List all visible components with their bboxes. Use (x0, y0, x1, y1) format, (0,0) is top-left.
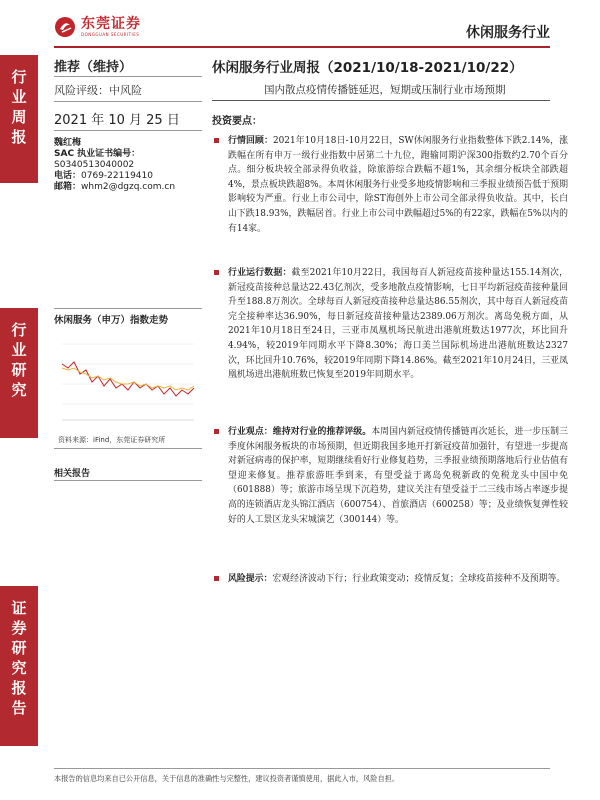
divider (54, 76, 202, 77)
point-heading: 行情回顾： (228, 136, 274, 146)
chart-title: 休闲服务（申万）指数走势 (54, 315, 169, 326)
email-value[interactable]: whm2@dgzq.com.cn (81, 182, 176, 192)
investment-points-label: 投资要点： (212, 116, 262, 127)
title-divider (212, 100, 550, 101)
point-heading: 行业运行数据： (228, 268, 292, 278)
email-label: 邮箱： (54, 182, 82, 192)
author-name: 魏红梅 (54, 138, 82, 148)
bullet-square-icon (214, 138, 219, 143)
phone-value: 0769-22119410 (81, 171, 153, 181)
sidebar-label-research (0, 308, 38, 438)
index-trend-chart (54, 324, 200, 432)
bullet-square-icon (214, 270, 219, 275)
header-divider (54, 46, 550, 48)
report-subtitle: 国内散点疫情传播链延迟，短期或压制行业市场预期 (264, 84, 506, 96)
point-industry-data (212, 266, 568, 383)
divider (54, 130, 202, 131)
bullet-square-icon (214, 429, 219, 434)
footer-divider (54, 768, 550, 769)
chart-series-benchmark (62, 368, 194, 390)
rating: 推荐（维持） (54, 60, 133, 75)
related-reports-heading: 相关报告 (54, 469, 91, 479)
chart-gridlines (62, 344, 194, 404)
sidebar-label-weekly (0, 55, 38, 183)
logo-mark-icon (54, 16, 76, 38)
report-title: 休闲服务行业周报（2021/10/18-2021/10/22） (212, 60, 523, 76)
divider (54, 448, 202, 449)
company-logo (54, 16, 141, 38)
sidebar-char: 报 (11, 128, 27, 146)
sidebar-char: 业 (11, 88, 27, 106)
sac-number: S0340513040002 (54, 160, 135, 170)
page-header (0, 0, 600, 50)
report-date: 2021 年 10 月 25 日 (54, 113, 180, 128)
footer-disclaimer: 本报告的信息均来自已公开信息，关于信息的准确性与完整性，建议投资者谨慎使用，据此入市，风险自担。 (54, 774, 400, 783)
sidebar-char: 证 (11, 599, 27, 617)
author-block (54, 138, 175, 193)
divider (54, 308, 202, 309)
bullet-square-icon (214, 576, 219, 581)
sidebar-char: 业 (11, 341, 27, 359)
chart-series-industry (62, 362, 194, 396)
divider (54, 101, 202, 102)
risk-rating: 风险评级：中风险 (54, 84, 142, 97)
logo-text-cn: 东莞证券 (81, 16, 141, 32)
point-body: 本周国内新冠疫情传播链再次延长，进一步压制三季度休闲服务板块的市场预期，但近期我国多地开打新冠疫苗加强针，有望进一步提高对新冠病毒的保护率，短期继续看好行业修复趋势，三季报业绩预期落地后行业估值有望迎来修复。推荐旅游旺季到来，有望受益于离岛免税新政的免税龙头中国中免（601888）等；旅游市场呈现下沉趋势，建议关注有望受益于二三线市场占率逐步提高的连锁酒店龙头锦江酒店（600754）、首旅酒店（600258）等；及业绩恢复弹性较好的人工景区龙头宋城演艺（300144）等。 (228, 427, 568, 525)
sidebar-char: 研 (11, 639, 27, 657)
point-body: 截至2021年10月22日，我国每百人新冠疫苗接种量达155.14剂次，新冠疫苗接种总量达22.43亿剂次，受多地散点疫情影响，七日平均新冠疫苗接种量回升至188.8万剂次。全球每百人新冠疫苗接种总量达86.55剂次，其中每百人新冠疫苗完全接种率达36.90%，每日新冠疫苗接种量达2389.06万剂次。离岛免税方面，从2021年10月18日至24日，三亚市凤凰机场民航进出港航班数达1977次，环比回升4.94%，较2019年同期水平下降8.30%；海口美兰国际机场进出港航班数达2327次，环比回升10.76%，较2019年同期下降14.86%。截至2021年10月24日，三亚凤凰机场进出港航班数已恢复至2019年同期水平。 (228, 268, 568, 381)
chart-source: 资料来源：iFind，东莞证券研究所 (58, 436, 166, 444)
logo-text-en: DONGGUAN SECURITIES (81, 32, 140, 37)
point-heading: 风险提示： (228, 574, 273, 584)
sidebar-char: 券 (11, 619, 27, 637)
point-industry-view (212, 425, 568, 527)
sidebar-char: 研 (11, 361, 27, 379)
point-body: 2021年10月18日-10月22日，SW休闲服务行业指数整体下跌2.14%，涨跌幅在所有申万一级行业指数中居第二十九位，跑输同期沪深300指数约2.70个百分点。细分板块较全部录得负收益，除旅游综合跌幅不超1%，其余细分板块全部跌超4%，景点板块跌超8%。本周休闲服务行业受多地疫情影响和三季报业绩预告低于预期影响较为严重。行业上市公司中，除ST海创外上市公司全部录得负收益。其中，长白山下跌18.93%，跌幅居首。行业上市公司中跌幅超过5%的有22家，跌幅在5%以内的有14家。 (228, 136, 568, 234)
sidebar-char: 行 (11, 68, 27, 86)
sac-label: SAC 执业证书编号： (54, 149, 141, 159)
divider (54, 480, 202, 481)
sidebar-char: 究 (11, 659, 27, 677)
point-market-review (212, 134, 568, 236)
point-body: 宏观经济波动下行；行业政策变动；疫情反复；全球疫苗接种不及预期等。 (272, 574, 566, 584)
phone-label: 电话： (54, 171, 82, 181)
sidebar-char: 究 (11, 381, 27, 399)
industry-label: 休闲服务行业 (466, 25, 550, 41)
point-risk-warning (212, 572, 568, 587)
sidebar-char: 告 (11, 699, 27, 717)
sidebar-char: 行 (11, 321, 27, 339)
sidebar-label-report (0, 586, 38, 746)
sidebar-char: 报 (11, 679, 27, 697)
sidebar-char: 周 (11, 108, 27, 126)
point-heading: 行业观点：维持对行业的推荐评级。 (228, 427, 372, 437)
